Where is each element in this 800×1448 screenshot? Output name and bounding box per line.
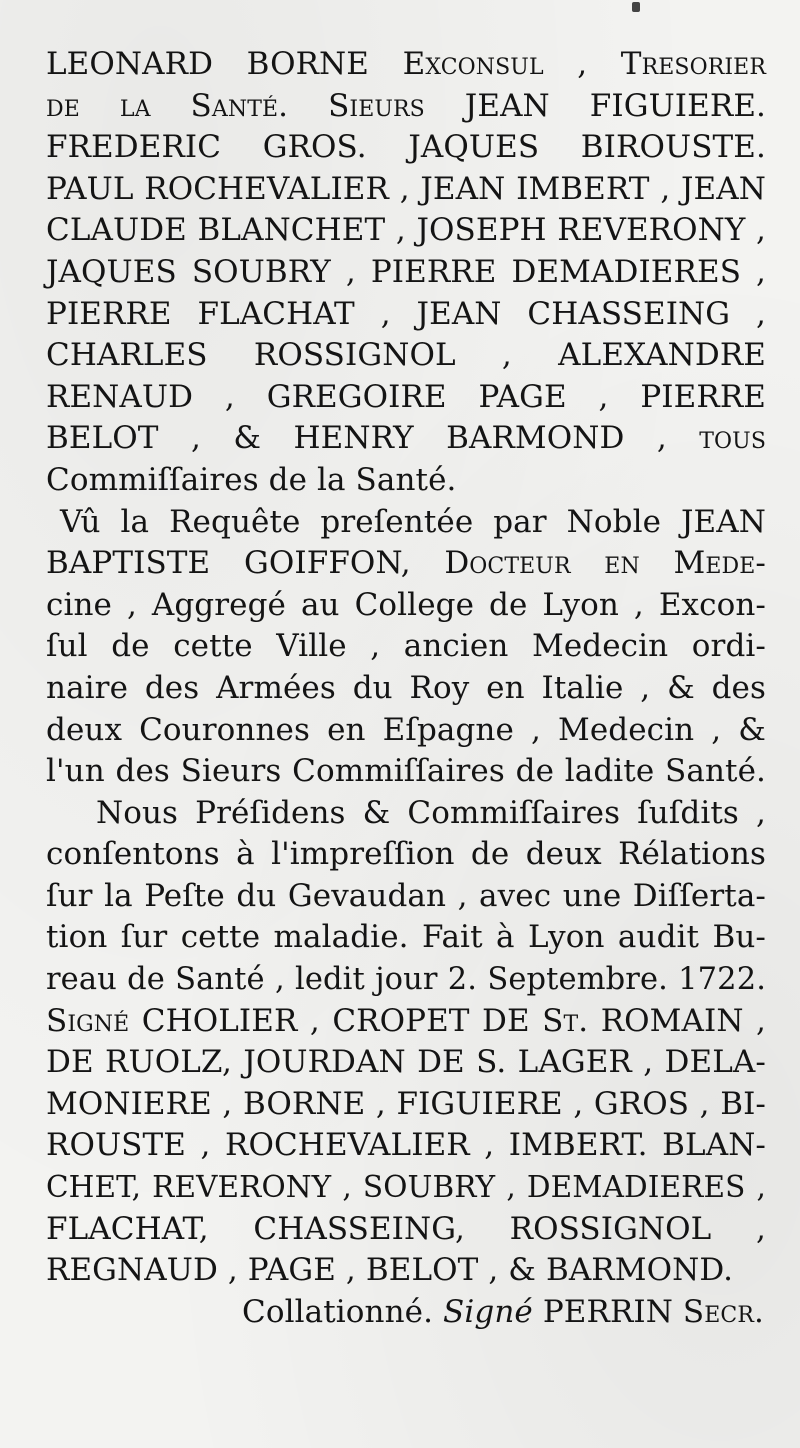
text-line: Commiſſaires de la Santé. [46,461,457,498]
text-line: cine , Aggregé au College de Lyon , Excon- [46,586,766,623]
text-line: reau de Santé , ledit jour 2. Septembre. 1722. [46,962,766,998]
text-line: MONIERE , BORNE , FIGUIERE , GROS , BI- [46,1085,766,1122]
text-line: Signé CHOLIER , CROPET DE St. ROMAIN , [46,1002,766,1039]
text-line: PIERRE FLACHAT , JEAN CHASSEING , [46,295,766,332]
text-line: ſul de cette Ville , ancien Medecin ordi- [46,628,766,665]
text-line: BAPTISTE GOIFFON, Docteur en Mede- [46,545,766,582]
signed-word: Signé [443,1293,533,1330]
text-line: FLACHAT, CHASSEING, ROSSIGNOL , [46,1210,766,1247]
text-line: PAUL ROCHEVALIER , JEAN IMBERT , JEAN [46,170,766,207]
text-line: ROUSTE , ROCHEVALIER , IMBERT. BLAN- [46,1127,766,1164]
text-line: deux Couronnes en Eſpagne , Medecin , & [46,711,766,748]
text-line: JAQUES SOUBRY , PIERRE DEMADIERES , [46,253,766,290]
ink-blot [632,2,640,12]
text-line: conſentons à l'impreſſion de deux Rélations [46,836,766,873]
text-line: RENAUD , GREGOIRE PAGE , PIERRE [46,378,766,415]
text-line: LEONARD BORNE Exconſul , Treſorier [46,46,766,82]
text-line: FREDERIC GROS. JAQUES BIROUSTE. [46,129,766,166]
text-line: de la Santé. Sieurs JEAN FIGUIERE. [46,87,766,124]
text-line: CHARLES ROSSIGNOL , ALEXANDRE [46,337,766,374]
closing-line [46,1292,766,1334]
text-line: Vû la Requête preſentée par Noble JEAN [60,503,766,540]
text-line: naire des Armées du Roy en Italie , & des [46,669,766,706]
text-line: Nous Préſidens & Commiſſaires ſuſdits , [96,794,766,831]
text-line: REGNAUD , PAGE , BELOT , & BARMOND. [46,1252,734,1289]
text-line: tion ſur cette maladie. Fait à Lyon audit Bu- [46,919,766,956]
signer-name: PERRIN Secr. [542,1293,764,1330]
closing-prefix: Collationné. [242,1293,434,1330]
text-line: CHET, REVERONY , SOUBRY , DEMADIERES , [46,1170,766,1205]
text-line: DE RUOLZ, JOURDAN DE S. LAGER , DELA- [46,1044,766,1081]
text-line: CLAUDE BLANCHET , JOSEPH REVERONY , [46,212,766,249]
document-body [46,44,766,1333]
text-line: ſur la Peſte du Gevaudan , avec une Diſſerta- [46,877,766,914]
text-line: l'un des Sieurs Commiſſaires de ladite Santé. [46,753,766,790]
text-line: BELOT , & HENRY BARMOND , tous [46,420,766,457]
